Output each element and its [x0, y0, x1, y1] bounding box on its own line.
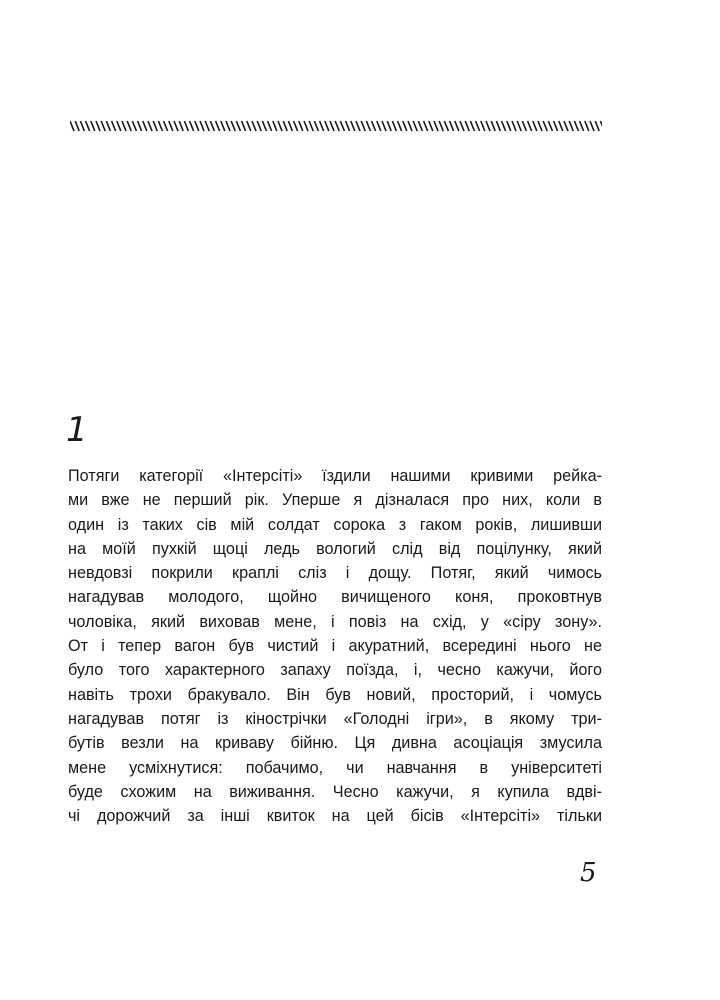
zigzag-rule-icon: [70, 119, 602, 133]
body-line: навіть трохи бракувало. Він був новий, просторий, і чомусь: [68, 685, 602, 704]
body-line: ми вже не перший рік. Уперше я дізналася про них, коли в: [68, 491, 602, 510]
body-line: один із таких сів мій солдат сорока з гаком років, лишивши: [68, 515, 602, 534]
body-line: От і тепер вагон був чистий і акуратний, всередині нього не: [68, 637, 602, 656]
body-line: Потяги категорії «Інтерсіті» їздили нашими кривими рейка-: [68, 467, 602, 485]
body-line: чі дорожчий за інші квиток на цей бісів «Інтерсіті» тільки: [68, 807, 602, 826]
body-text: [68, 464, 602, 828]
body-line: нагадував потяг із кінострічки «Голодні ігри», в якому три-: [68, 709, 602, 728]
chapter-number: 1: [66, 410, 88, 450]
page-number: 5: [580, 858, 597, 888]
body-line: було того характерного запаху поїзда, і, чесно кажучи, його: [68, 661, 602, 680]
body-line: буде схожим на виживання. Чесно кажучи, я купила вдві-: [68, 782, 602, 801]
body-line: бутів везли на криваву бійню. Ця дивна асоціація змусила: [68, 734, 602, 753]
body-line: чоловіка, який виховав мене, і повіз на схід, у «сіру зону».: [68, 612, 602, 631]
body-line: мене усміхнутися: побачимо, чи навчання в університеті: [68, 758, 602, 777]
body-line: нагадував молодого, щойно вичищеного коня, проковтнув: [68, 588, 602, 607]
body-line: невдовзі покрили краплі сліз і дощу. Потяг, який чимось: [68, 564, 602, 583]
body-line: на моїй пухкій щоці ледь вологий слід від поцілунку, який: [68, 539, 602, 558]
